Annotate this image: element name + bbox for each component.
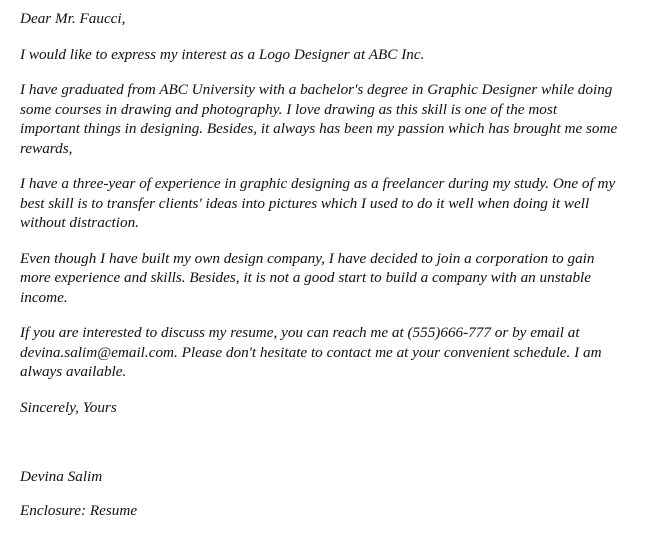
letter-paragraph-contact: If you are interested to discuss my resume, you can reach me at (555)666-777 or by email at devina.salim@email.com. Please don't hesitate to contact me at your convenient schedule. I am always available.: [20, 324, 602, 380]
letter-greeting: Dear Mr. Faucci,: [20, 10, 126, 27]
letter-paragraph-intro: I would like to express my interest as a Logo Designer at ABC Inc.: [20, 45, 425, 63]
letter-paragraph-motivation: Even though I have built my own design company, I have decided to join a corporation to gain more experience and skills. Besides, it is not a good start to build a company with an unstable income.: [20, 249, 595, 306]
letter-paragraph-experience: I have a three-year of experience in graphic designing as a freelancer during my study. One of my best skill is to transfer clients' ideas into pictures which I used to do it well when doing it well without distraction.: [20, 175, 616, 231]
letter-signature: Devina Salim: [20, 468, 103, 485]
cover-letter: [20, 9, 620, 520]
letter-enclosure: Enclosure: Resume: [20, 501, 138, 519]
letter-closing: Sincerely, Yours: [20, 398, 117, 416]
letter-paragraph-education: I have graduated from ABC University with a bachelor's degree in Graphic Designer while doing some courses in drawing and photography. I love drawing as this skill is one of the most important things in designing. Besides, it always has been my passion which has brought me some rewards,: [20, 81, 618, 157]
